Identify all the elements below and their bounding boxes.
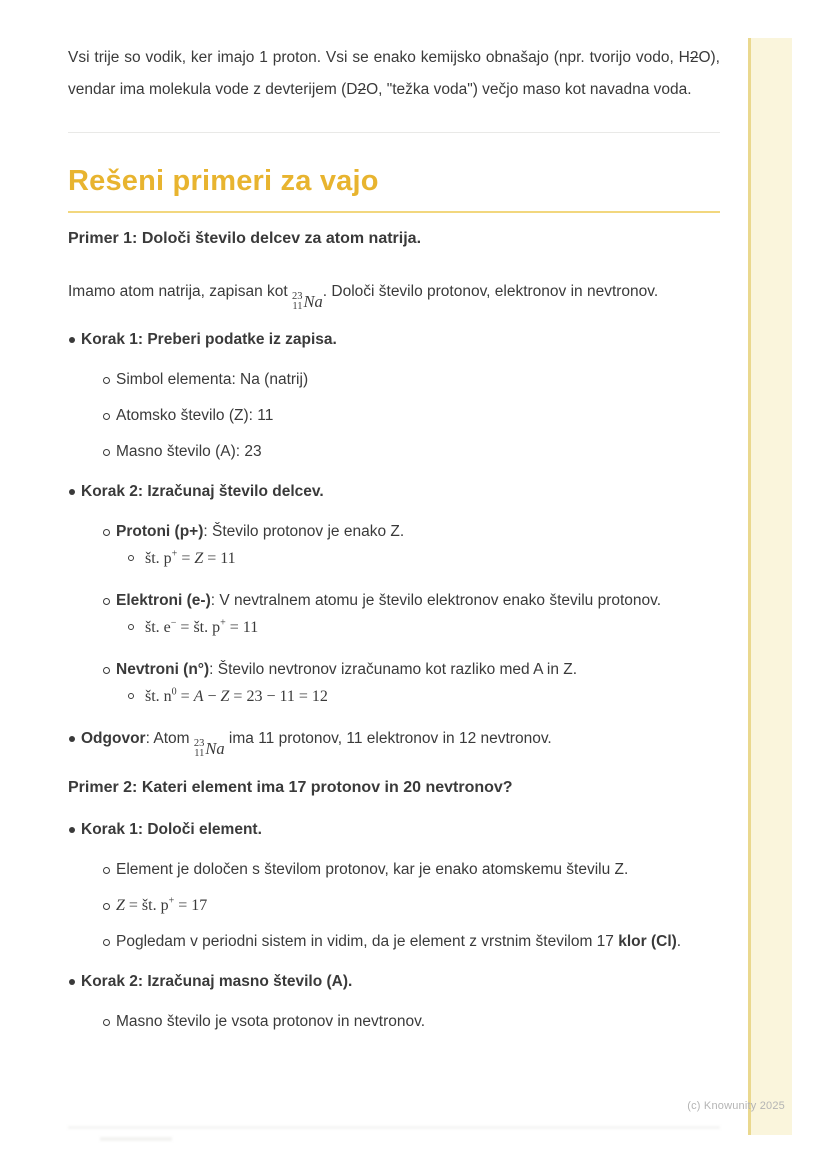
term-label: Protoni (p+) [116, 523, 204, 540]
list-item [103, 439, 720, 465]
math-list-item [128, 546, 720, 571]
bullet-circle-icon [103, 403, 116, 429]
korak2-sublist [103, 1009, 720, 1035]
list-item-text [116, 929, 720, 955]
list-item [103, 403, 720, 429]
math-list-item [128, 615, 720, 640]
bullet-circle-icon [128, 684, 145, 709]
bullet-circle-icon [103, 929, 116, 955]
answer-pre: : Atom [145, 730, 194, 747]
text-post: . [676, 933, 682, 950]
atomic-number: 11 [292, 300, 303, 312]
primer1-steps-list [68, 327, 720, 758]
answer-post: ima 11 protonov, 11 elektronov in 12 nevtronov. [224, 730, 552, 747]
primer2-steps-list [68, 817, 720, 1035]
primer1-title: Primer 1: Določi število delcev za atom natrija. [68, 230, 422, 247]
list-item-korak2 [68, 479, 720, 505]
element-symbol: Na [303, 291, 323, 311]
list-item-korak2 [68, 969, 720, 995]
list-item-korak1 [68, 327, 720, 353]
copyright-watermark: (c) Knowunity 2025 [687, 1100, 785, 1112]
atomic-number: 11 [194, 747, 205, 759]
text-pre: Pogledam v periodni sistem in vidim, da je element z vrstnim številom 17 [116, 933, 619, 950]
list-item-text: Element je določen s številom protonov, kar je enako atomskemu številu Z. [116, 861, 629, 878]
bullet-circle-icon [103, 367, 116, 393]
lead-text-pre: Imamo atom natrija, zapisan kot [68, 283, 292, 300]
primer2-title: Primer 2: Kateri element ima 17 protonov in 20 nevtronov? [68, 779, 513, 796]
list-item [103, 857, 720, 883]
lead-text-post: . Določi število protonov, elektronov in nevtronov. [322, 283, 659, 300]
list-item-odgovor [68, 726, 720, 758]
math-sublist [128, 615, 720, 640]
intro-paragraph [68, 38, 720, 106]
term-text: : Število protonov je enako Z. [203, 523, 405, 540]
isotope-notation [194, 739, 225, 758]
list-item-text: Masno število je vsota protonov in nevtronov. [116, 1013, 426, 1030]
clipped-text-artifact [68, 1126, 720, 1129]
isotope-stack [194, 739, 205, 758]
element-symbol: Na [205, 738, 225, 758]
list-item-body [116, 657, 720, 709]
bullet-circle-icon [103, 519, 116, 545]
korak1-sublist [103, 367, 720, 465]
korak2-sublist [103, 519, 720, 709]
content-column [68, 38, 720, 1035]
bullet-dot-icon [68, 817, 81, 843]
math-expression: št. e− = št. p+ = 11 [145, 617, 259, 636]
step-title: Korak 2: Izračunaj število delcev. [81, 483, 324, 500]
list-item-text: Simbol elementa: Na (natrij) [116, 371, 309, 388]
isotope-stack [292, 292, 303, 311]
bullet-dot-icon [68, 327, 81, 353]
element-name-bold: klor (Cl) [618, 933, 677, 950]
mass-number: 23 [292, 291, 303, 302]
bullet-circle-icon [128, 546, 145, 571]
list-item-body [116, 519, 720, 571]
list-item-korak1 [68, 817, 720, 843]
list-item-text: Masno število (A): 23 [116, 443, 262, 460]
intro-text-3: O, "težka voda") večjo maso kot navadna voda. [366, 81, 692, 98]
bullet-dot-icon [68, 479, 81, 505]
math-sublist [128, 546, 720, 571]
bullet-circle-icon [103, 588, 116, 614]
list-item [103, 1009, 720, 1035]
korak1-sublist [103, 857, 720, 955]
bullet-circle-icon [103, 857, 116, 883]
math-sublist [128, 684, 720, 709]
section-divider [68, 132, 720, 133]
mass-number: 23 [193, 738, 205, 749]
bullet-circle-icon [103, 893, 116, 919]
list-item-nevtroni [103, 657, 720, 709]
math-expression: št. p+ = Z = 11 [145, 548, 236, 567]
term-label: Nevtroni (n°) [116, 661, 210, 678]
step-title: Korak 2: Izračunaj masno število (A). [81, 973, 353, 990]
struck-subscript-2: 2 [357, 81, 367, 98]
bullet-circle-icon [103, 439, 116, 465]
list-item [103, 367, 720, 393]
term-label: Elektroni (e-) [116, 592, 211, 609]
term-text: : Število nevtronov izračunamo kot razliko med A in Z. [209, 661, 578, 678]
right-edge-band [748, 38, 792, 1135]
isotope-notation [292, 292, 323, 311]
struck-subscript-1: 2 [689, 49, 699, 66]
section-heading: Rešeni primeri za vajo [68, 165, 720, 213]
list-item-elektroni [103, 588, 720, 640]
intro-text-1: Vsi trije so vodik, ker imajo 1 proton. Vsi se enako kemijsko obnašajo (npr. tvorijo vodo, H [68, 49, 690, 66]
math-list-item [103, 893, 720, 919]
bullet-circle-icon [103, 657, 116, 683]
intro-text-2: O), vendar ima molekula vode z devterijem (D [68, 49, 720, 98]
answer-text [81, 726, 720, 758]
term-text: : V nevtralnem atomu je število elektronov enako številu protonov. [210, 592, 662, 609]
list-item-text: Atomsko število (Z): 11 [116, 407, 274, 424]
step-title: Korak 1: Preberi podatke iz zapisa. [81, 331, 337, 348]
step-title: Korak 1: Določi element. [81, 821, 262, 838]
primer1-lead-paragraph [68, 276, 720, 311]
bullet-dot-icon [68, 726, 81, 752]
bullet-dot-icon [68, 969, 81, 995]
bullet-circle-icon [103, 1009, 116, 1035]
list-item-body [116, 588, 720, 640]
list-item [103, 929, 720, 955]
bullet-circle-icon [128, 615, 145, 640]
math-list-item [128, 684, 720, 709]
clipped-text-artifact [100, 1137, 172, 1141]
math-expression: št. $n^0 = A - Z = 23 - 11 = 12$ [145, 686, 328, 705]
answer-label: Odgovor [81, 730, 146, 747]
math-expression: Z = št. p+ = 17 [116, 895, 208, 914]
list-item-protoni [103, 519, 720, 571]
